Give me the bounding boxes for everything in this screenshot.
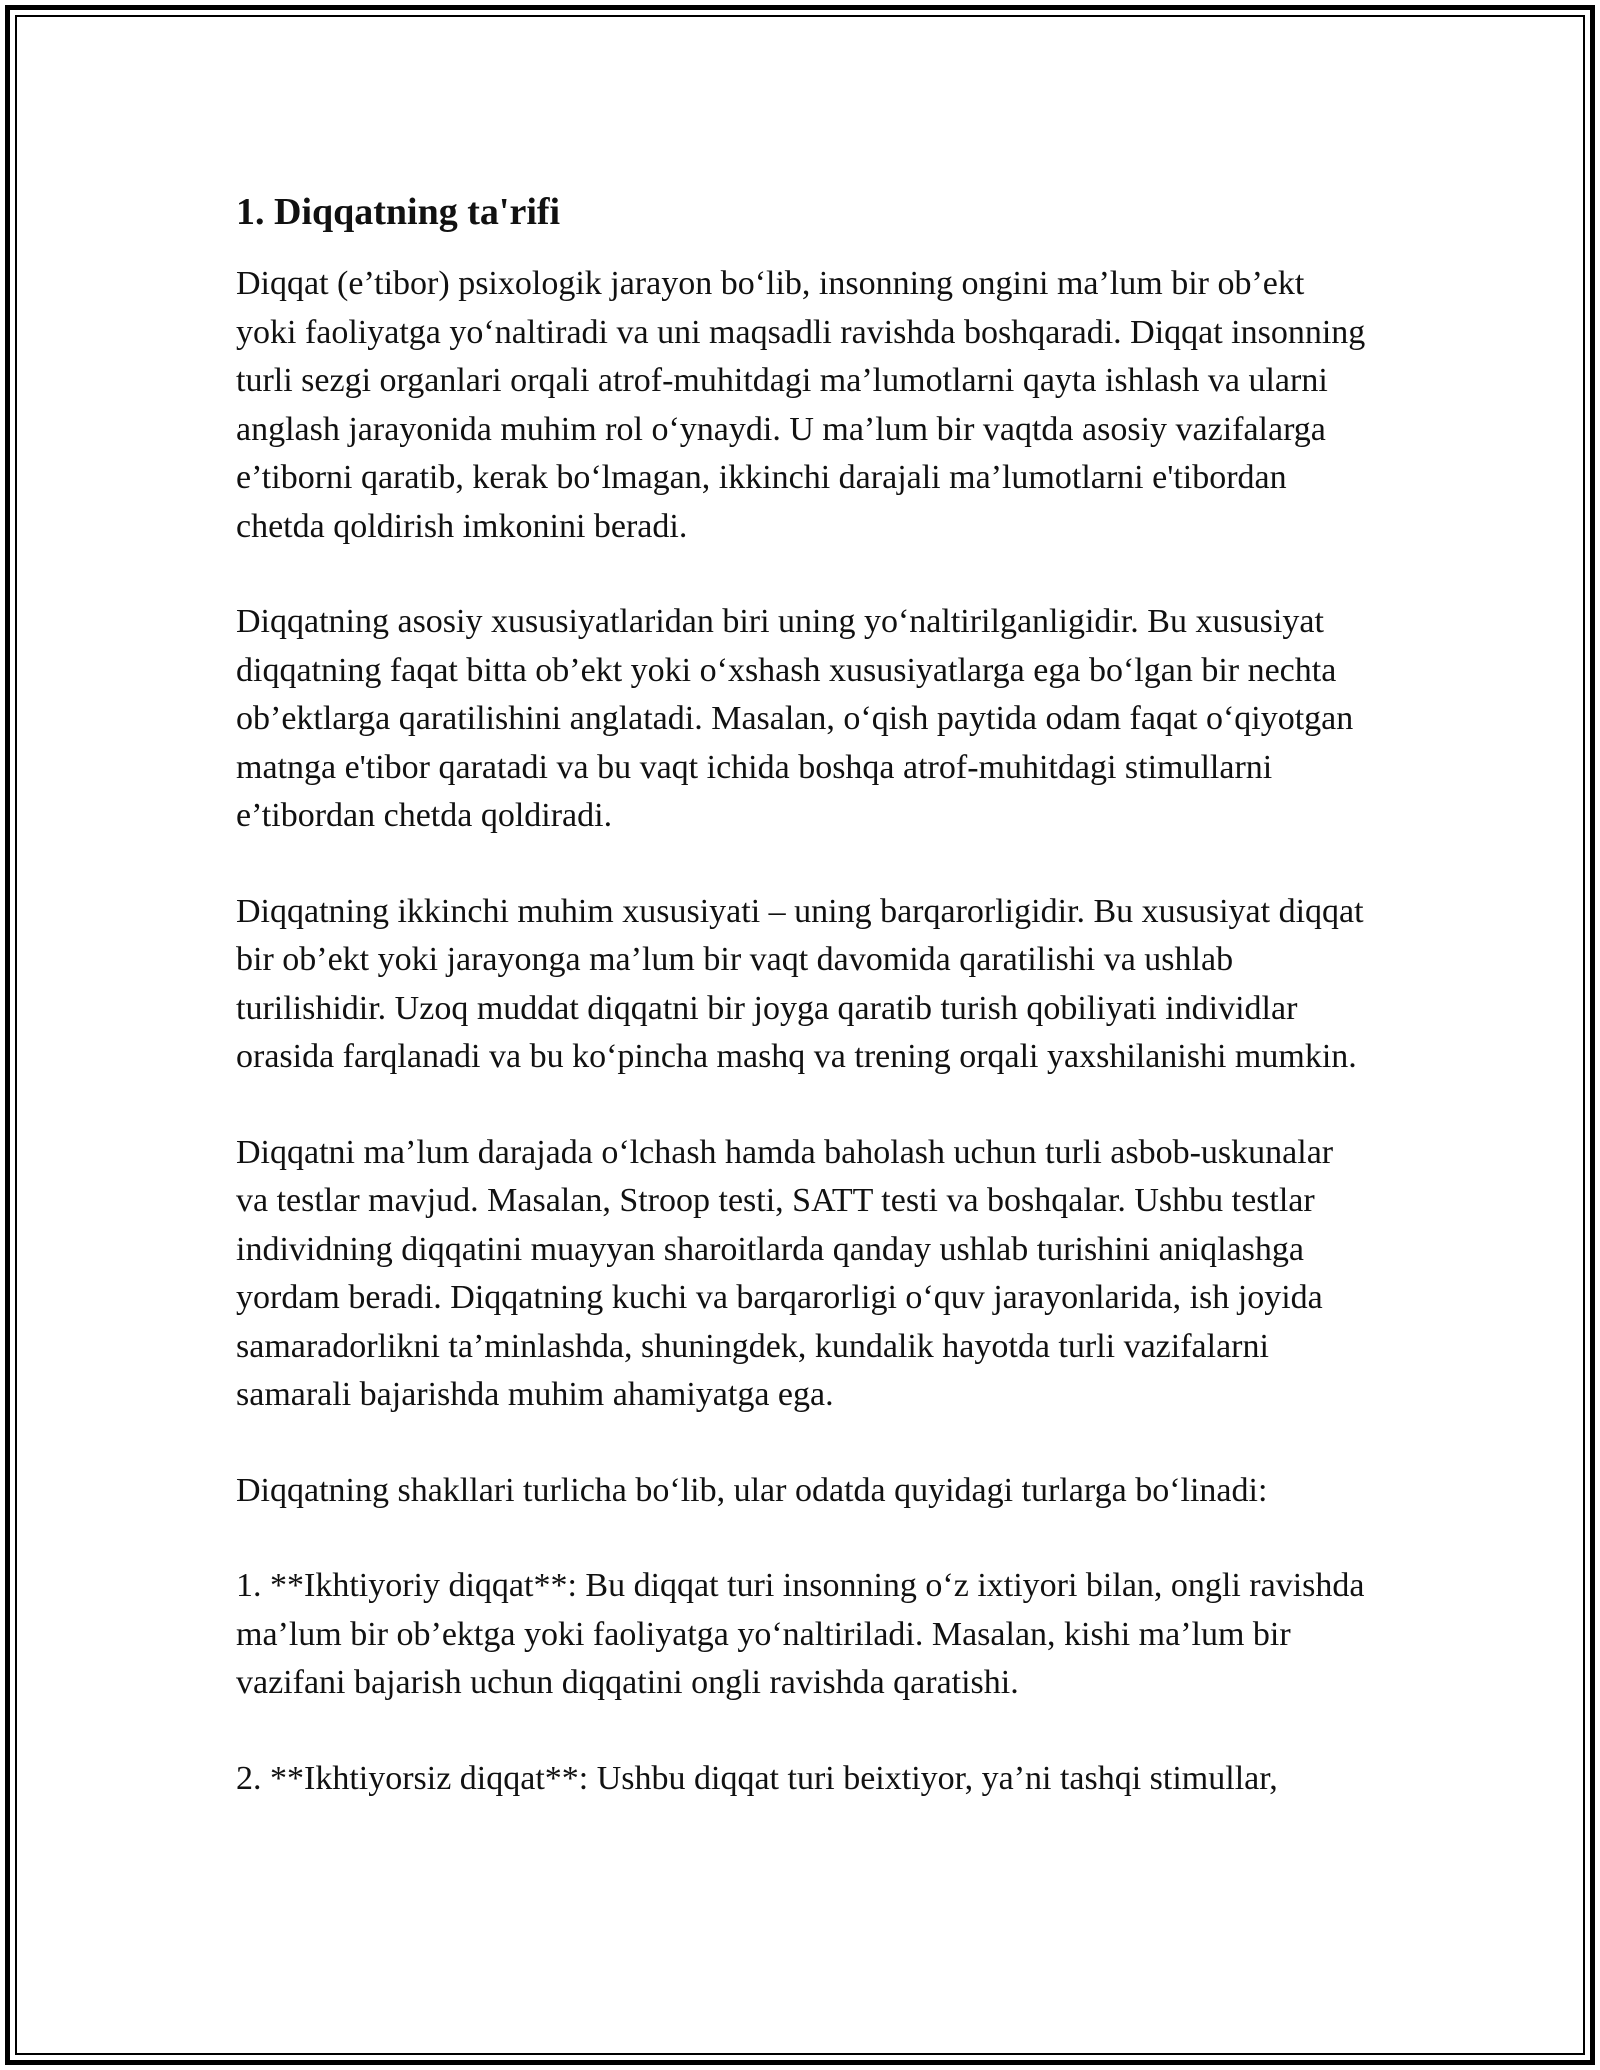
paragraph-stability: Diqqatning ikkinchi muhim xususiyati – uning barqarorligidir. Bu xususiyat diqqat bir ob’ekt yoki jarayonga ma’lum bir vaqt davomida qaratilishi va ushlab turilishidir. Uzoq muddat diqqatni bir joyga qaratib turish qobiliyati individlar orasida farqlanadi va bu ko‘pincha mashq va trening orqali yaxshilanishi mumkin.	[236, 892, 1364, 1075]
paragraph-directedness: Diqqatning asosiy xususiyatlaridan biri uning yo‘naltirilganligidir. Bu xususiyat diqqatning faqat bitta ob’ekt yoki o‘xshash xususiyatlarga ega bo‘lgan bir nechta ob’ektlarga qaratilishini anglatadi. Masalan, o‘qish paytida odam faqat o‘qiyotgan matnga e'tibor qaratadi va bu vaqt ichida boshqa atrof-muhitdagi stimullarni e’tibordan chetda qoldiradi.	[236, 603, 1354, 834]
list-item-voluntary-attention: 1. **Ikhtiyoriy diqqat**: Bu diqqat turi insonning o‘z ixtiyori bilan, ongli ravishda ma’lum bir ob’ektga yoki faoliyatga yo‘naltiriladi. Masalan, kishi ma’lum bir vazifani bajarish uchun diqqatini ongli ravishda qaratishi.	[236, 1567, 1365, 1701]
paragraph-forms-intro: Diqqatning shakllari turlicha bo‘lib, ular odatda quyidagi turlarga bo‘linadi:	[236, 1471, 1268, 1509]
document-body	[236, 186, 1366, 1850]
paragraph-measurement: Diqqatni ma’lum darajada o‘lchash hamda baholash uchun turli asbob-uskunalar va testlar mavjud. Masalan, Stroop testi, SATT testi va boshqalar. Ushbu testlar individning diqqatini muayyan sharoitlarda qanday ushlab turishini aniqlashga yordam beradi. Diqqatning kuchi va barqarorligi o‘quv jarayonlarida, ish joyida samaradorlikni ta’minlashda, shuningdek, kundalik hayotda turli vazifalarni samarali bajarishda muhim ahamiyatga ega.	[236, 1133, 1334, 1413]
list-item-involuntary-attention: 2. **Ikhtiyorsiz diqqat**: Ushbu diqqat turi beixtiyor, ya’ni tashqi stimullar,	[236, 1759, 1278, 1797]
paragraph-definition: Diqqat (e’tibor) psixologik jarayon bo‘lib, insonning ongini ma’lum bir ob’ekt yoki faoliyatga yo‘naltiradi va uni maqsadli ravishda boshqaradi. Diqqat insonning turli sezgi organlari orqali atrof-muhitdagi ma’lumotlarni qayta ishlash va ularni anglash jarayonida muhim rol o‘ynaydi. U ma’lum bir vaqtda asosiy vazifalarga e’tiborni qaratib, kerak bo‘lmagan, ikkinchi darajali ma’lumotlarni e'tibordan chetda qoldirish imkonini beradi.	[236, 265, 1366, 545]
section-heading: 1. Diqqatning ta'rifi	[236, 191, 561, 233]
